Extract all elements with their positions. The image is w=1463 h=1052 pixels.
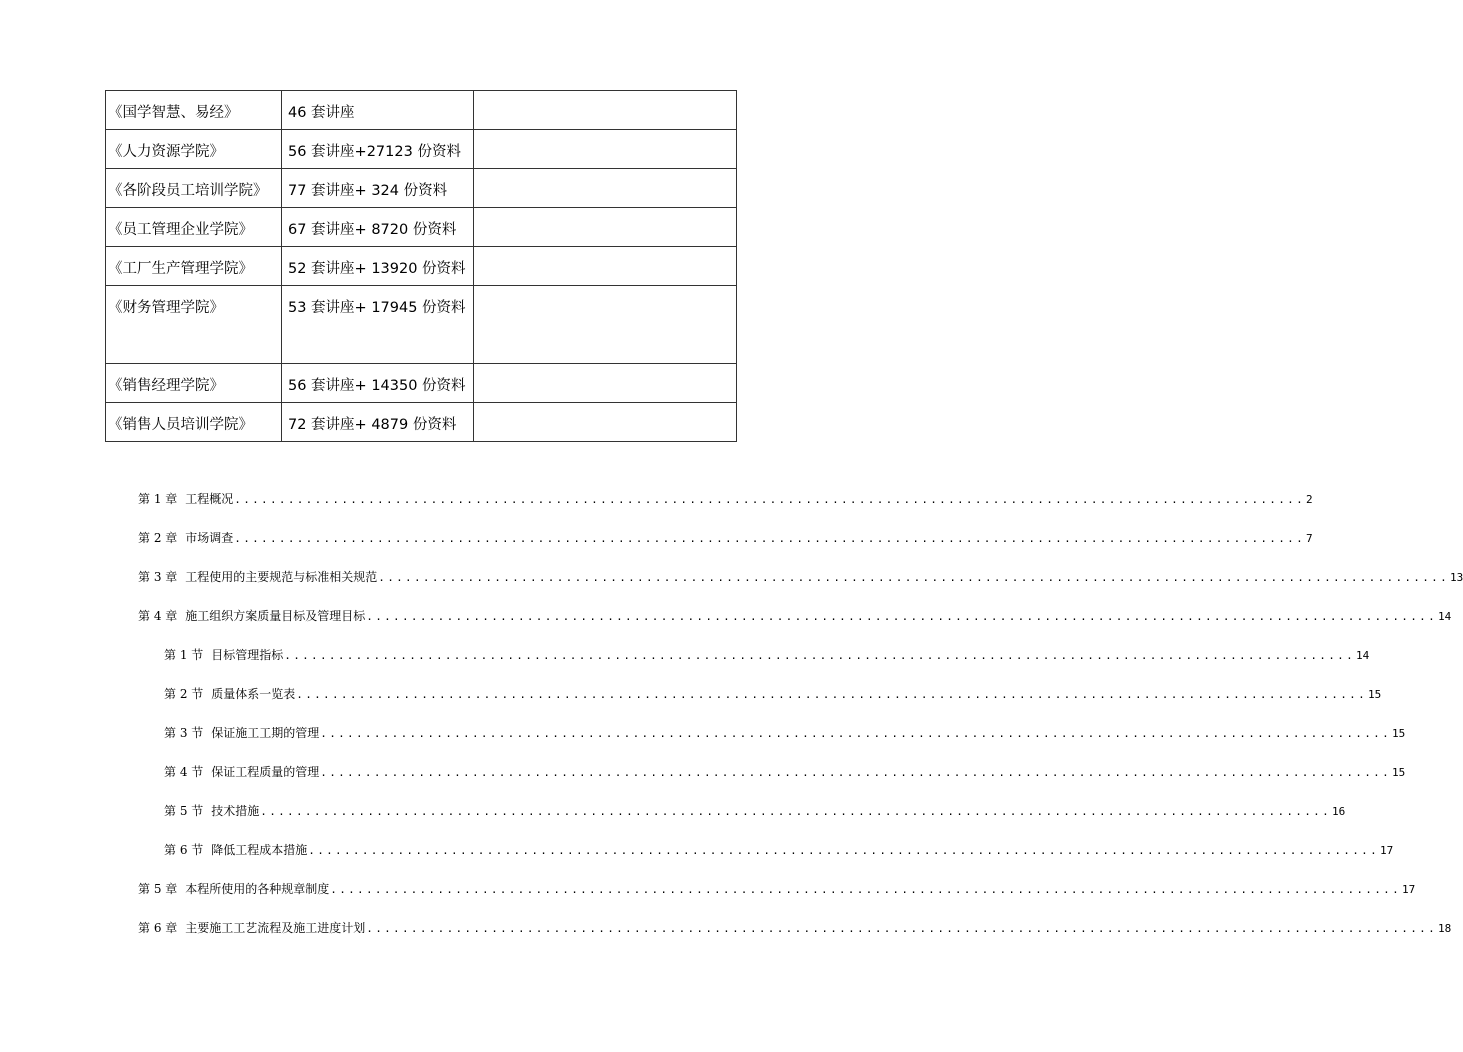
- toc-number: 第 6 节: [164, 843, 204, 857]
- toc-title: 市场调查: [185, 531, 234, 545]
- toc-title: 降低工程成本措施: [211, 843, 308, 857]
- catalog-name: 《财务管理学院》: [106, 286, 282, 364]
- toc-leader: ........................................................................................................................: [366, 610, 1437, 623]
- toc-leader: ........................................................................................................................: [296, 688, 1367, 701]
- toc-entry[interactable]: [138, 685, 1382, 724]
- toc-entry[interactable]: [138, 763, 1406, 802]
- toc-entry[interactable]: [138, 646, 1370, 685]
- toc-title: 技术措施: [211, 804, 260, 818]
- toc-title: 保证工程质量的管理: [211, 765, 320, 779]
- toc-leader: ........................................................................................................................: [308, 844, 1379, 857]
- toc-page-number: 17: [1380, 844, 1394, 857]
- toc-leader: ........................................................................................................................: [366, 922, 1437, 935]
- toc-leader: ........................................................................................................................: [378, 571, 1449, 584]
- catalog-extra: [474, 169, 737, 208]
- toc-entry[interactable]: [138, 568, 1463, 607]
- toc-entry[interactable]: [138, 880, 1416, 919]
- toc-page-number: 15: [1368, 688, 1382, 701]
- catalog-row: [106, 403, 737, 442]
- toc-leader: ........................................................................................................................: [234, 493, 1305, 506]
- toc-page-number: 7: [1306, 532, 1313, 545]
- catalog-content: 46 套讲座: [282, 91, 474, 130]
- toc-leader: ........................................................................................................................: [260, 805, 1331, 818]
- toc-page-number: 15: [1392, 766, 1406, 779]
- toc-page-number: 13: [1450, 571, 1463, 584]
- catalog-extra: [474, 130, 737, 169]
- catalog-name: 《国学智慧、易经》: [106, 91, 282, 130]
- toc-entry[interactable]: [138, 529, 1313, 568]
- toc-entry[interactable]: [138, 607, 1452, 646]
- toc-page-number: 14: [1438, 610, 1452, 623]
- toc-number: 第 4 章: [138, 609, 178, 623]
- catalog-content: 56 套讲座+ 14350 份资料: [282, 364, 474, 403]
- catalog-extra: [474, 208, 737, 247]
- toc-number: 第 1 节: [164, 648, 204, 662]
- catalog-extra: [474, 286, 737, 364]
- toc-title: 施工组织方案质量目标及管理目标: [185, 609, 366, 623]
- toc-title: 工程使用的主要规范与标准相关规范: [185, 570, 378, 584]
- toc-leader: ........................................................................................................................: [320, 727, 1391, 740]
- toc-page-number: 2: [1306, 493, 1313, 506]
- toc-entry[interactable]: [138, 841, 1394, 880]
- toc-leader: ........................................................................................................................: [320, 766, 1391, 779]
- catalog-name: 《销售人员培训学院》: [106, 403, 282, 442]
- toc-entry[interactable]: [138, 724, 1406, 763]
- toc-title: 保证施工工期的管理: [211, 726, 320, 740]
- toc-leader: ........................................................................................................................: [234, 532, 1305, 545]
- toc-title: 主要施工工艺流程及施工进度计划: [185, 921, 366, 935]
- catalog-content: 72 套讲座+ 4879 份资料: [282, 403, 474, 442]
- catalog-row: [106, 169, 737, 208]
- catalog-content: 53 套讲座+ 17945 份资料: [282, 286, 474, 364]
- toc-leader: ........................................................................................................................: [284, 649, 1355, 662]
- catalog-extra: [474, 364, 737, 403]
- toc-number: 第 5 节: [164, 804, 204, 818]
- toc-entry[interactable]: [138, 802, 1346, 841]
- toc-number: 第 2 章: [138, 531, 178, 545]
- catalog-content: 52 套讲座+ 13920 份资料: [282, 247, 474, 286]
- catalog-name: 《员工管理企业学院》: [106, 208, 282, 247]
- catalog-row: [106, 91, 737, 130]
- toc-number: 第 3 章: [138, 570, 178, 584]
- table-of-contents: [138, 490, 1463, 958]
- catalog-content: 67 套讲座+ 8720 份资料: [282, 208, 474, 247]
- catalog-extra: [474, 91, 737, 130]
- catalog-row: [106, 130, 737, 169]
- toc-entry[interactable]: [138, 490, 1313, 529]
- toc-number: 第 5 章: [138, 882, 178, 896]
- catalog-extra: [474, 247, 737, 286]
- catalog-name: 《销售经理学院》: [106, 364, 282, 403]
- catalog-name: 《人力资源学院》: [106, 130, 282, 169]
- catalog-content: 56 套讲座+27123 份资料: [282, 130, 474, 169]
- toc-page-number: 16: [1332, 805, 1346, 818]
- catalog-row: [106, 247, 737, 286]
- toc-page-number: 18: [1438, 922, 1452, 935]
- toc-number: 第 4 节: [164, 765, 204, 779]
- toc-title: 目标管理指标: [211, 648, 284, 662]
- catalog-row: [106, 208, 737, 247]
- catalog-name: 《各阶段员工培训学院》: [106, 169, 282, 208]
- catalog-content: 77 套讲座+ 324 份资料: [282, 169, 474, 208]
- toc-number: 第 6 章: [138, 921, 178, 935]
- toc-page-number: 15: [1392, 727, 1406, 740]
- toc-page-number: 17: [1402, 883, 1416, 896]
- toc-entry[interactable]: [138, 919, 1452, 958]
- catalog-extra: [474, 403, 737, 442]
- catalog-name: 《工厂生产管理学院》: [106, 247, 282, 286]
- toc-number: 第 1 章: [138, 492, 178, 506]
- toc-page-number: 14: [1356, 649, 1370, 662]
- catalog-row: [106, 364, 737, 403]
- catalog-row: [106, 286, 737, 364]
- toc-title: 质量体系一览表: [211, 687, 296, 701]
- toc-title: 工程概况: [185, 492, 234, 506]
- toc-leader: ........................................................................................................................: [330, 883, 1401, 896]
- toc-number: 第 3 节: [164, 726, 204, 740]
- toc-number: 第 2 节: [164, 687, 204, 701]
- catalog-table: [105, 90, 737, 442]
- toc-title: 本程所使用的各种规章制度: [185, 882, 330, 896]
